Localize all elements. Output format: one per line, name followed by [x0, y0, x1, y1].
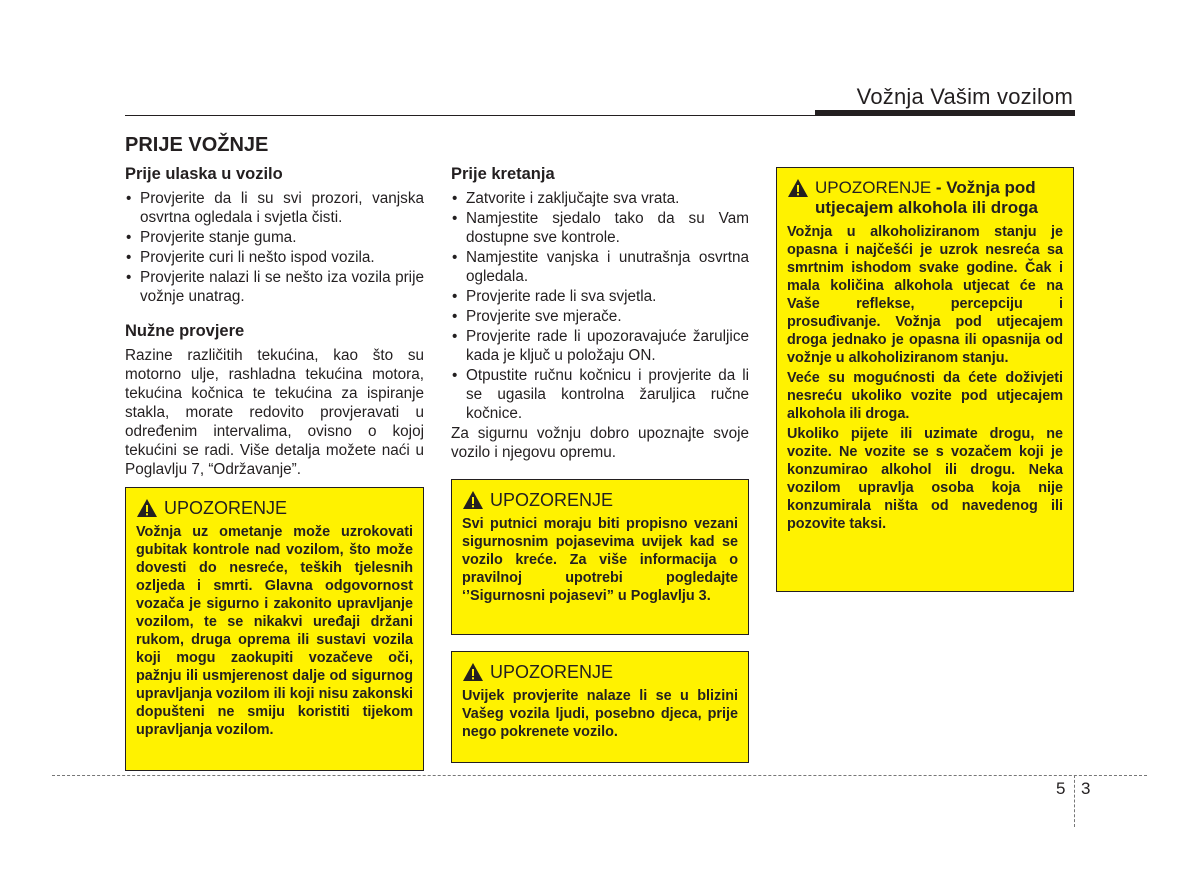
heading-before-entering: Prije ulaska u vozilo [125, 165, 283, 183]
list-item: • Provjerite curi li nešto ispod vozila. [125, 248, 424, 267]
warning-text: Uvijek provjerite nalaze li se u blizini Vašeg vozila ljudi, posebno djeca, prije nego pokrenete vozilo. [462, 688, 738, 740]
list-item: • Namjestite vanjska i unutrašnja osvrtna ogledala. [451, 248, 749, 286]
warning-text: Vožnja uz ometanje može uzrokovati gubitak kontrole nad vozilom, što može dovesti do nesreće, teških tjelesnih ozljeda i smrti. Glavna odgovornost vozača je sigurno i zakonito upravljanje vozilom, te se nikakvi uređaji držani rukom, druga oprema ili sustavi vozila koji mogu zaokupiti vozačeve oči, pažnju ili usmjerenost dalje od sigurnog upravljanja vozilom ili koji nisu zakonski dopušteni ne smiju koristiti tijekom upravljanja vozilom. [136, 524, 413, 738]
warning-box-seat-belts [451, 479, 749, 635]
list-item: • Zatvorite i zaključajte sva vrata. [451, 189, 749, 208]
page-header-title: Vožnja Vašim vozilom [856, 84, 1073, 109]
spacer [125, 307, 424, 321]
warning-triangle-icon [787, 178, 809, 198]
warning-text: Veće su mogućnosti da ćete doživjeti nesreću ukoliko vozite pod utjecajem alkohola ili droga. [787, 370, 1063, 422]
warning-title-row [462, 490, 738, 510]
list-item: • Provjerite rade li upozoravajuće žaruljice kada je ključ u položaju ON. [451, 327, 749, 365]
list-item: • Provjerite stanje guma. [125, 228, 424, 247]
checklist-before-entering [125, 189, 424, 306]
warning-text: Vožnja u alkoholiziranom stanju je opasna i najčešći je uzrok nesreća sa smrtnim ishodom svake godine. Čak i mala količina alkohola utjecat će na Vaše reflekse, percepciju i prosuđivanje. Vožnja pod utjecajem droga jednako je opasna ili opasnija od vožnje u alkoholiziranom stanju. [787, 224, 1063, 366]
warning-title-row [787, 178, 1063, 218]
warning-subtitle: - Vožnja pod utjecajem alkohola ili droga [815, 178, 1038, 217]
warning-title-row [136, 498, 413, 518]
warning-text: Ukoliko pijete ili uzimate drogu, ne vozite. Ne vozite se s vozačem koji je konzumirao alkohol ili drogu. Neka vozilom upravlja osoba koja nije konzumirala ništa od navedenog ili pozovite taksi. [787, 426, 1063, 532]
warning-triangle-icon [136, 498, 158, 518]
page-number: 3 [1081, 779, 1091, 798]
header-divider-accent [815, 110, 1075, 116]
warning-body [787, 223, 1063, 533]
list-item: • Otpustite ručnu kočnicu i provjerite da li se ugasila kontrolna žaruljica ručne kočnice. [451, 366, 749, 423]
paragraph-know-your-vehicle: Za sigurnu vožnju dobro upoznajte svoje vozilo i njegovu opremu. [451, 425, 749, 461]
warning-title: UPOZORENJE [490, 490, 614, 510]
column-middle [451, 164, 749, 462]
warning-body [136, 523, 413, 739]
warning-triangle-icon [462, 662, 484, 682]
heading-necessary-checks: Nužne provjere [125, 322, 245, 340]
warning-box-check-surroundings [451, 651, 749, 763]
warning-text: Svi putnici moraju biti propisno vezani sigurnosnim pojasevima uvijek kad se vozilo kreće. Za više informacija o pravilnoj upotrebi pogledajte ‘’Sigurnosni pojasevi” u Poglavlju 3. [462, 516, 738, 604]
warning-title: UPOZORENJE [815, 178, 932, 197]
column-left [125, 164, 424, 479]
footer-divider [52, 775, 1147, 776]
checklist-before-driving [451, 189, 749, 423]
warning-triangle-icon [462, 490, 484, 510]
warning-box-alcohol-drugs [776, 167, 1074, 592]
chapter-number: 5 [1056, 779, 1066, 798]
warning-box-distracted-driving [125, 487, 424, 771]
heading-before-driving: Prije kretanja [451, 165, 555, 183]
warning-title-row [462, 662, 738, 682]
warning-title: UPOZORENJE [164, 498, 288, 518]
warning-title: UPOZORENJE [490, 662, 614, 682]
list-item: • Namjestite sjedalo tako da su Vam dostupne sve kontrole. [451, 209, 749, 247]
section-title: PRIJE VOŽNJE [125, 134, 269, 156]
warning-body [462, 515, 738, 605]
list-item: • Provjerite da li su svi prozori, vanjska osvrtna ogledala i svjetla čisti. [125, 189, 424, 227]
warning-body [462, 687, 738, 741]
footer-page-separator [1074, 775, 1075, 827]
list-item: • Provjerite nalazi li se nešto iza vozila prije vožnje unatrag. [125, 268, 424, 306]
list-item: • Provjerite rade li sva svjetla. [451, 287, 749, 306]
paragraph-fluid-checks: Razine različitih tekućina, kao što su motorno ulje, rashladna tekućina motora, tekućina kočnica te tekućina za ispiranje stakla, morate redovito provjeravati u određenim intervalima, ovisno o kojoj tekućini se radi. Više detalja možete naći u Poglavlju 7, “Održavanje”. [125, 347, 424, 478]
warning-title-text [815, 178, 1063, 218]
list-item: • Provjerite sve mjerače. [451, 307, 749, 326]
